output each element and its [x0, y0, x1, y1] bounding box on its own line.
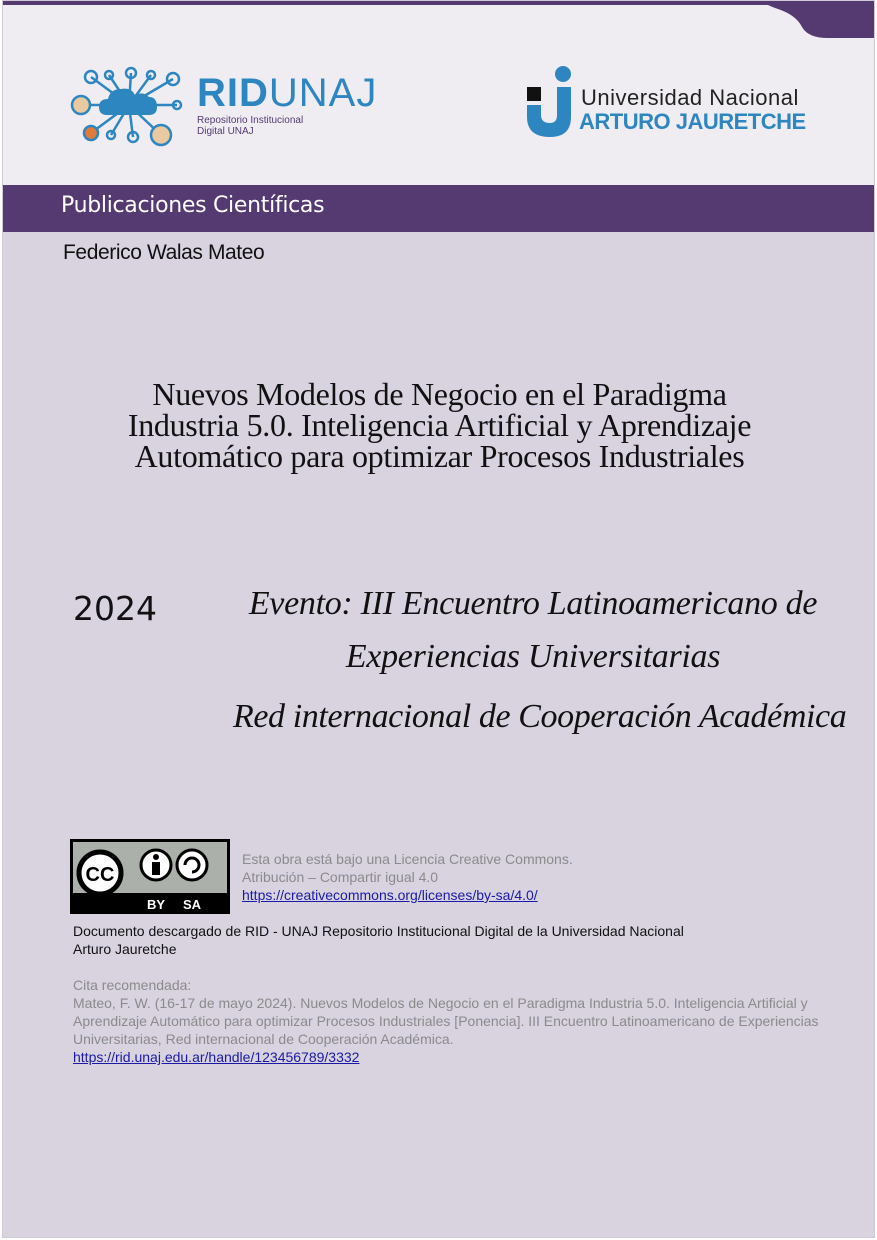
license-link[interactable]: https://creativecommons.org/licenses/by-sa/4.0/: [242, 887, 538, 903]
banner-title: Publicaciones Científicas: [61, 193, 325, 218]
document-page: [2, 0, 875, 1238]
unaj-logo: [523, 65, 823, 140]
by-badge-label: BY: [146, 897, 166, 912]
document-title: [43, 376, 836, 474]
unaj-line2: ARTURO JAURETCHE: [579, 109, 806, 134]
corner-accent: [768, 5, 874, 38]
sa-badge-label: SA: [182, 897, 202, 912]
section-banner: [3, 185, 875, 232]
citation-link[interactable]: https://rid.unaj.edu.ar/handle/123456789/3332: [73, 1049, 360, 1065]
author-name: Federico Walas Mateo: [63, 241, 265, 264]
cc-badge-label: CC: [85, 864, 115, 886]
citation-block: [73, 976, 853, 1066]
citation-label: Cita recomendada:: [73, 977, 192, 993]
rid-subtitle: Repositorio Institucional Digital UNAJ: [197, 115, 304, 137]
citation-text: Mateo, F. W. (16-17 de mayo 2024). Nuevos Modelos de Negocio en el Paradigma Industria 5.0. Inteligencia Artificial y Aprendizaje Automático para optimizar Procesos Industriales [Ponencia]. III Encuentro Latinoamericano de Experiencias Universitarias, Red internacional de Cooperación Académica.: [73, 995, 819, 1047]
title-line: Automático para optimizar Procesos Industriales: [134, 438, 745, 474]
cc-by-sa-badge[interactable]: [70, 839, 230, 914]
license-text: Esta obra está bajo una Licencia Creative Commons. Atribución – Compartir igual 4.0 https://creativecommons.org/licenses/by-sa/4.0/: [242, 851, 573, 903]
rid-wordmark: RIDUNAJ: [197, 71, 378, 115]
title-line: Industria 5.0. Inteligencia Artificial y Aprendizaje: [127, 407, 752, 443]
event-name: Evento: III Encuentro Latinoamericano de Experiencias Universitarias: [248, 585, 818, 675]
unaj-line1: Universidad Nacional: [581, 85, 799, 110]
document-note: Documento descargado de RID - UNAJ Repositorio Institucional Digital de la Universidad Nacional Arturo Jauretche: [73, 923, 684, 957]
rid-unaj-logo: [69, 63, 378, 153]
event-network: Red internacional de Cooperación Académica: [233, 698, 847, 735]
title-line: Nuevos Modelos de Negocio en el Paradigma: [152, 376, 727, 412]
unaj-mark-icon: [523, 65, 575, 140]
publication-year: 2024: [73, 589, 157, 628]
cloud-network-icon: [69, 63, 189, 153]
header: [3, 5, 875, 186]
